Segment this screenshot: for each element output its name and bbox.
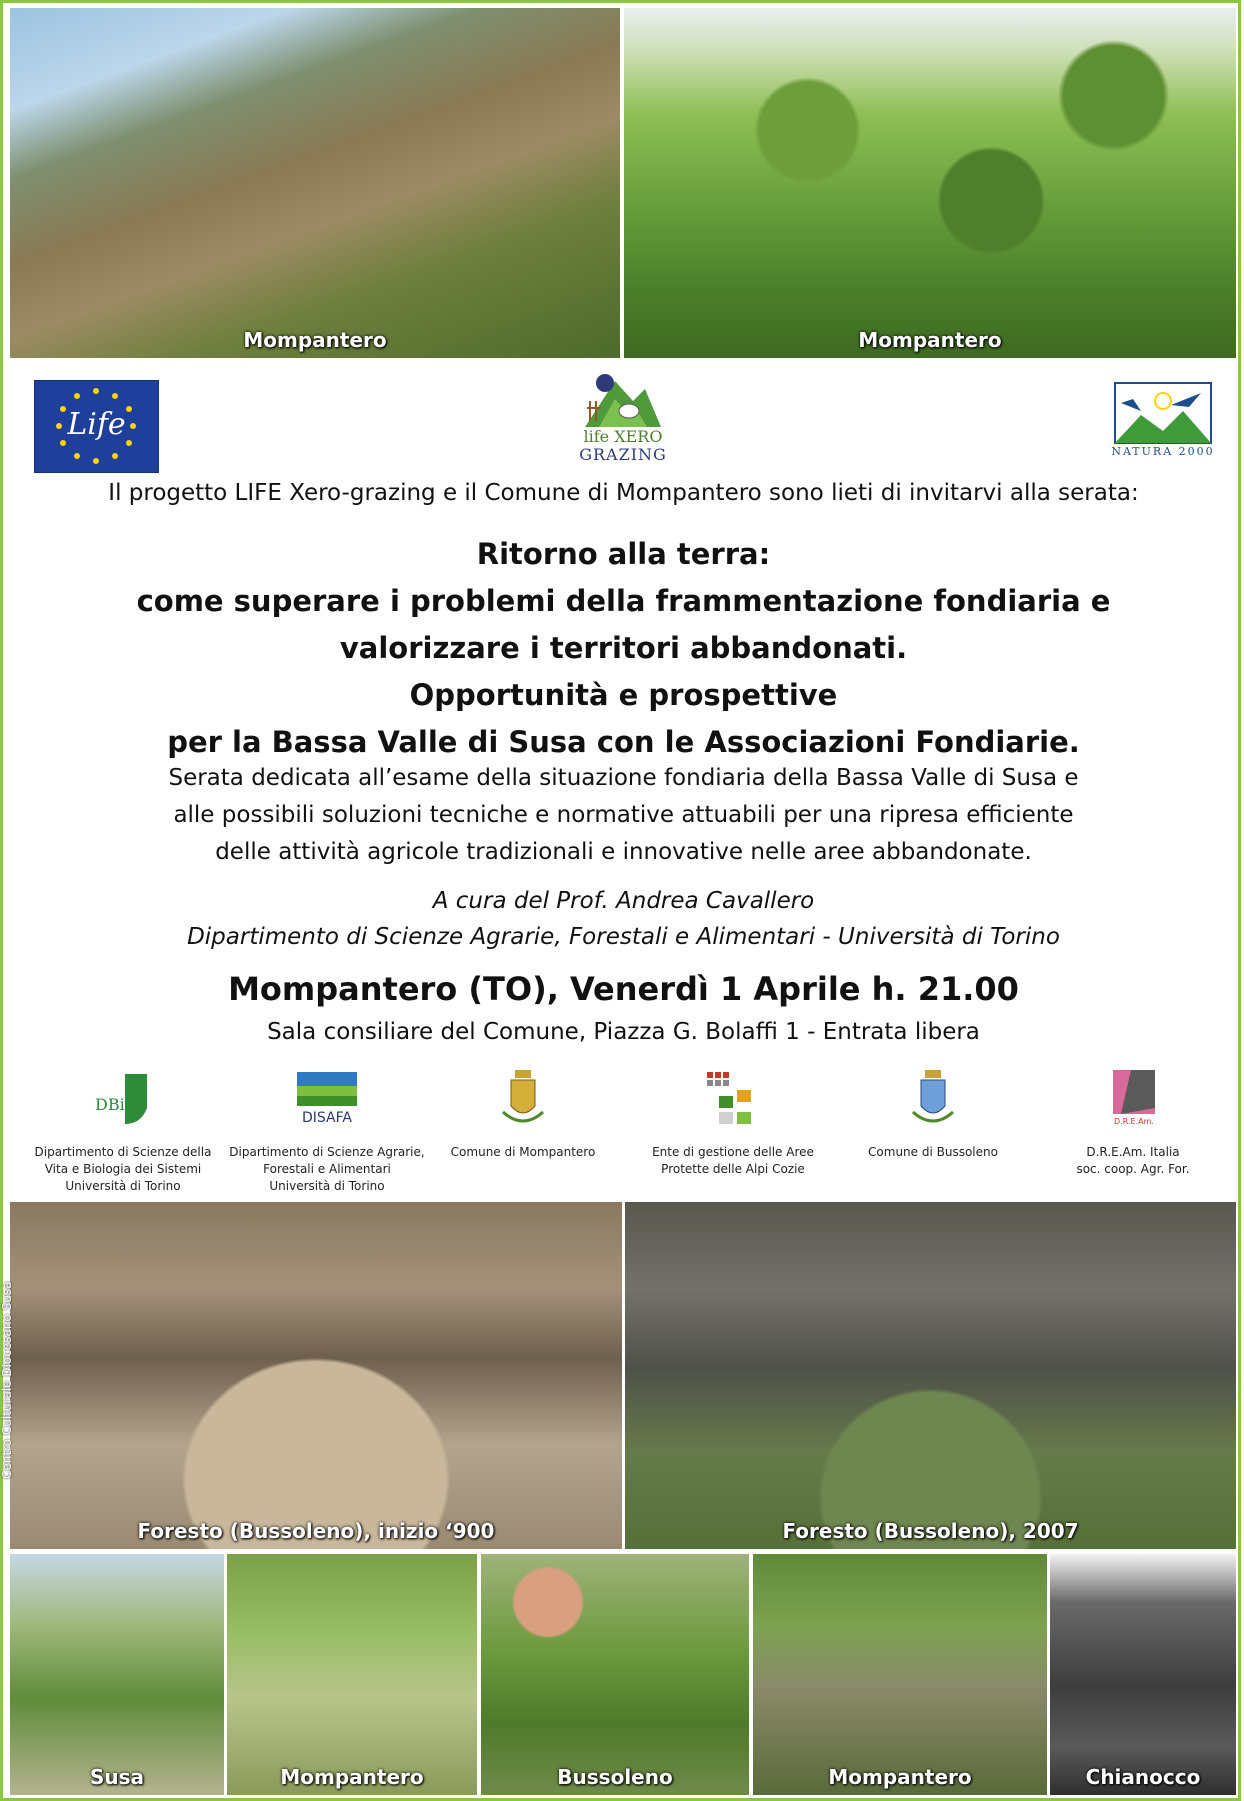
title-line: Opportunità e prospettive xyxy=(409,678,838,712)
xero-logo-line1: life XERO xyxy=(583,427,663,446)
partner-label-line: Forestali e Alimentari xyxy=(263,1162,391,1176)
partner-label xyxy=(23,1144,223,1195)
title-line: per la Bassa Valle di Susa con le Associazioni Fondiarie. xyxy=(167,725,1080,759)
photo-caption: Foresto (Bussoleno), 2007 xyxy=(782,1519,1079,1543)
dbios-logo-icon xyxy=(91,1068,155,1130)
photo-mompantero-wooded-hill xyxy=(624,8,1236,358)
partner-alpi-cozie xyxy=(633,1068,833,1178)
photo-caption: Mompantero xyxy=(828,1765,972,1789)
photo-mompantero-slope xyxy=(10,8,620,358)
partner-label-line: Comune di Bussoleno xyxy=(868,1145,998,1159)
partner-label xyxy=(1033,1144,1233,1178)
photo-caption: Bussoleno xyxy=(557,1765,673,1789)
photo-mompantero-terraces xyxy=(753,1554,1047,1795)
dream-logo-icon xyxy=(1101,1068,1165,1130)
mompantero-coat-of-arms-icon xyxy=(491,1068,555,1130)
photo-bussoleno xyxy=(481,1554,749,1795)
alpi-cozie-parks-logo-icon xyxy=(701,1068,765,1130)
description-line: delle attività agricole tradizionali e innovative nelle aree abbandonate. xyxy=(215,839,1032,865)
event-date-place: Mompantero (TO), Venerdì 1 Aprile h. 21.00 xyxy=(228,970,1019,1008)
partner-label-line: Università di Torino xyxy=(65,1179,181,1193)
partner-label xyxy=(833,1144,1033,1161)
photo-foresto-2007 xyxy=(625,1202,1236,1549)
photo-caption: Mompantero xyxy=(243,328,387,352)
bussoleno-coat-of-arms-icon xyxy=(901,1068,965,1130)
natura-2000-birds-icon xyxy=(1111,381,1215,445)
photo-foresto-historic xyxy=(0,1202,622,1549)
event-venue: Sala consiliare del Comune, Piazza G. Bolaffi 1 - Entrata libera xyxy=(267,1019,980,1045)
dbios-logo-text: DBios xyxy=(95,1095,143,1114)
photo-caption: Mompantero xyxy=(280,1765,424,1789)
partner-label-line: Dipartimento di Scienze Agrarie, xyxy=(229,1145,425,1159)
event-author xyxy=(3,883,1244,955)
partner-label-line: Università di Torino xyxy=(269,1179,385,1193)
partner-comune-mompantero xyxy=(423,1068,623,1161)
partner-label-line: Comune di Mompantero xyxy=(450,1145,596,1159)
author-line: A cura del Prof. Andrea Cavallero xyxy=(432,888,815,914)
partner-dream-italia xyxy=(1033,1068,1233,1178)
photo-caption: Mompantero xyxy=(858,328,1002,352)
disafa-logo-icon xyxy=(295,1068,359,1130)
eu-life-logo xyxy=(34,380,159,473)
xero-logo-line2: GRAZING xyxy=(579,445,667,464)
photo-credit: Centro Culturale Diocesano Susa xyxy=(0,1281,14,1479)
partner-disafa xyxy=(227,1068,427,1195)
natura-2000-text: NATURA 2000 xyxy=(1111,445,1215,458)
partner-label-line: soc. coop. Agr. For. xyxy=(1076,1162,1190,1176)
partner-label xyxy=(423,1144,623,1161)
title-line: valorizzare i territori abbandonati. xyxy=(339,631,908,665)
title-line: come superare i problemi della frammentazione fondiaria e xyxy=(136,584,1111,618)
photo-chianocco xyxy=(1050,1554,1236,1795)
photo-mompantero-fields xyxy=(227,1554,477,1795)
life-logo-text: Life xyxy=(67,407,126,442)
photo-susa xyxy=(10,1554,224,1795)
life-xero-grazing-logo xyxy=(573,371,673,463)
event-description xyxy=(3,760,1244,871)
event-title xyxy=(3,531,1244,766)
partner-label-line: D.R.E.Am. Italia xyxy=(1086,1145,1180,1159)
partner-label xyxy=(633,1144,833,1178)
intro-text: Il progetto LIFE Xero-grazing e il Comune di Mompantero sono lieti di invitarvi alla serata: xyxy=(108,480,1139,506)
partner-dbios xyxy=(23,1068,223,1195)
description-line: alle possibili soluzioni tecniche e normative attuabili per una ripresa efficiente xyxy=(173,802,1074,828)
photo-caption: Susa xyxy=(89,1765,145,1789)
partner-label xyxy=(227,1144,427,1195)
xero-grazing-mountain-icon xyxy=(585,371,661,427)
title-line: Ritorno alla terra: xyxy=(476,537,771,571)
partner-comune-bussoleno xyxy=(833,1068,1033,1161)
dream-logo-text: D.R.E.Am. xyxy=(1114,1117,1154,1126)
author-line: Dipartimento di Scienze Agrarie, Forestali e Alimentari - Università di Torino xyxy=(187,924,1060,950)
description-line: Serata dedicata all’esame della situazione fondiaria della Bassa Valle di Susa e xyxy=(168,765,1079,791)
partner-label-line: Ente di gestione delle Aree xyxy=(652,1145,814,1159)
photo-caption: Chianocco xyxy=(1085,1765,1201,1789)
natura-2000-logo xyxy=(1111,381,1215,463)
partner-label-line: Vita e Biologia dei Sistemi xyxy=(44,1162,202,1176)
disafa-logo-text: DISAFA xyxy=(302,1110,352,1126)
photo-caption: Foresto (Bussoleno), inizio ‘900 xyxy=(137,1519,495,1543)
partner-label-line: Dipartimento di Scienze della xyxy=(34,1145,212,1159)
partner-label-line: Protette delle Alpi Cozie xyxy=(661,1162,805,1176)
